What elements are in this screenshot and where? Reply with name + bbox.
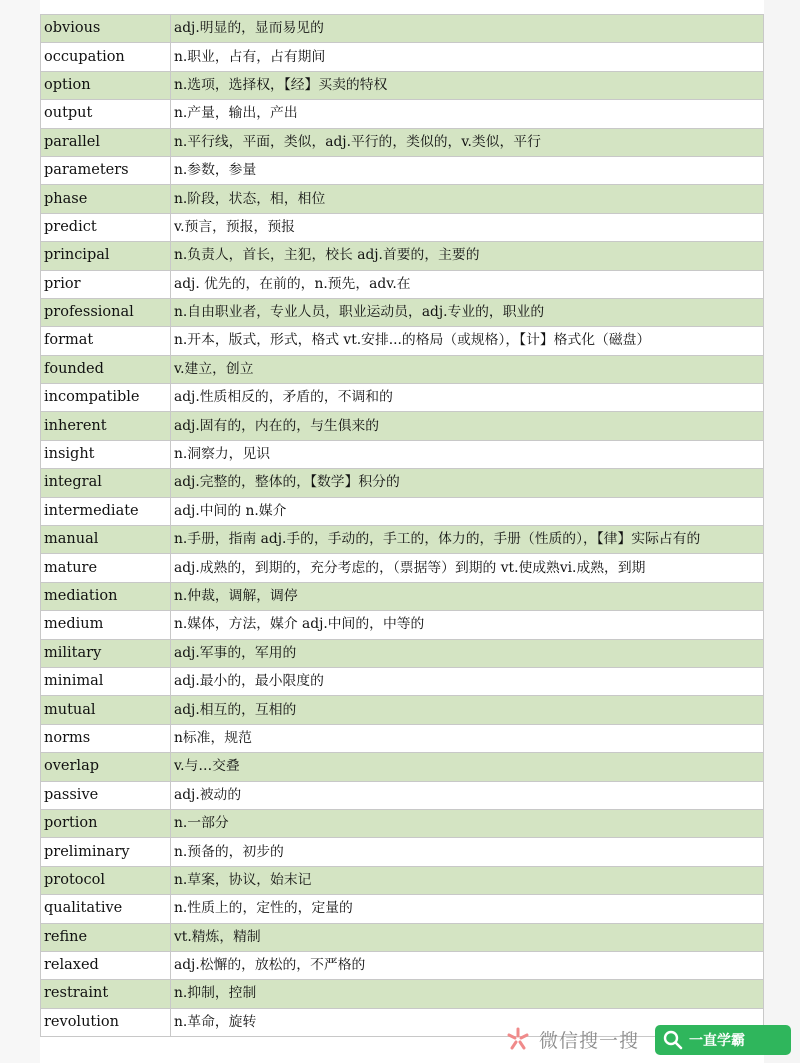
vocab-word-cell: restraint xyxy=(41,980,171,1008)
vocab-definition-cell: adj.固有的，内在的，与生俱来的 xyxy=(171,412,764,440)
table-row xyxy=(41,639,764,667)
table-row xyxy=(41,951,764,979)
vocab-word-cell: obvious xyxy=(41,15,171,43)
vocab-word-cell: professional xyxy=(41,298,171,326)
vocab-word-cell: insight xyxy=(41,440,171,468)
table-row xyxy=(41,43,764,71)
vocab-definition-cell: v.与…交叠 xyxy=(171,753,764,781)
table-row xyxy=(41,582,764,610)
table-row xyxy=(41,696,764,724)
table-row xyxy=(41,866,764,894)
vocab-definition-cell: adj.被动的 xyxy=(171,781,764,809)
vocab-word-cell: parameters xyxy=(41,156,171,184)
left-margin xyxy=(0,0,40,1063)
table-row xyxy=(41,526,764,554)
vocab-word-cell: norms xyxy=(41,724,171,752)
table-row xyxy=(41,469,764,497)
table-row xyxy=(41,781,764,809)
vocab-word-cell: founded xyxy=(41,355,171,383)
vocab-definition-cell: n.性质上的，定性的，定量的 xyxy=(171,895,764,923)
vocab-definition-cell: adj. 优先的，在前的，n.预先，adv.在 xyxy=(171,270,764,298)
vocab-word-cell: manual xyxy=(41,526,171,554)
vocab-word-cell: mutual xyxy=(41,696,171,724)
vocab-word-cell: overlap xyxy=(41,753,171,781)
vocab-definition-cell: n.阶段，状态，相，相位 xyxy=(171,185,764,213)
vocab-word-cell: output xyxy=(41,100,171,128)
table-row xyxy=(41,156,764,184)
vocab-definition-cell: n.开本，版式，形式，格式 vt.安排...的格局（或规格），【计】格式化（磁盘） xyxy=(171,327,764,355)
vocab-word-cell: parallel xyxy=(41,128,171,156)
vocab-definition-cell: adj.性质相反的，矛盾的，不调和的 xyxy=(171,384,764,412)
vocab-definition-cell: adj.完整的，整体的，【数学】积分的 xyxy=(171,469,764,497)
table-row xyxy=(41,412,764,440)
table-row xyxy=(41,384,764,412)
vocab-definition-cell: n.职业，占有，占有期间 xyxy=(171,43,764,71)
table-row xyxy=(41,128,764,156)
vocab-definition-cell: adj.军事的，军用的 xyxy=(171,639,764,667)
vocab-definition-cell: vt.精炼，精制 xyxy=(171,923,764,951)
vocab-definition-cell: v.预言，预报，预报 xyxy=(171,213,764,241)
vocab-word-cell: portion xyxy=(41,809,171,837)
vocabulary-table-body xyxy=(41,15,764,1037)
vocab-word-cell: protocol xyxy=(41,866,171,894)
vocab-word-cell: military xyxy=(41,639,171,667)
table-row xyxy=(41,554,764,582)
vocab-definition-cell: v.建立，创立 xyxy=(171,355,764,383)
table-row xyxy=(41,355,764,383)
table-row xyxy=(41,440,764,468)
vocab-word-cell: intermediate xyxy=(41,497,171,525)
table-row xyxy=(41,980,764,1008)
vocab-definition-cell: n.参数，参量 xyxy=(171,156,764,184)
table-row xyxy=(41,809,764,837)
vocab-definition-cell: adj.明显的，显而易见的 xyxy=(171,15,764,43)
vocab-definition-cell: n.自由职业者，专业人员，职业运动员，adj.专业的，职业的 xyxy=(171,298,764,326)
vocab-definition-cell: n.手册，指南 adj.手的，手动的，手工的，体力的，手册（性质的），【律】实际占有的 xyxy=(171,526,764,554)
vocab-word-cell: relaxed xyxy=(41,951,171,979)
watermark-text: 微信搜一搜 xyxy=(539,1029,640,1052)
vocab-word-cell: preliminary xyxy=(41,838,171,866)
vocab-word-cell: mature xyxy=(41,554,171,582)
search-icon xyxy=(663,1030,683,1050)
vocab-definition-cell: n.预备的，初步的 xyxy=(171,838,764,866)
table-row xyxy=(41,753,764,781)
table-row xyxy=(41,667,764,695)
table-row xyxy=(41,213,764,241)
vocab-definition-cell: n.平行线，平面，类似，adj.平行的，类似的，v.类似，平行 xyxy=(171,128,764,156)
vocab-word-cell: option xyxy=(41,71,171,99)
table-row xyxy=(41,71,764,99)
vocab-word-cell: mediation xyxy=(41,582,171,610)
vocab-word-cell: incompatible xyxy=(41,384,171,412)
vocab-word-cell: prior xyxy=(41,270,171,298)
vocab-definition-cell: n.革命，旋转 xyxy=(171,1008,764,1036)
wechat-search-watermark xyxy=(505,1024,639,1054)
table-row xyxy=(41,611,764,639)
vocab-definition-cell: n.洞察力，见识 xyxy=(171,440,764,468)
vocab-word-cell: format xyxy=(41,327,171,355)
table-row xyxy=(41,242,764,270)
vocab-definition-cell: adj.最小的，最小限度的 xyxy=(171,667,764,695)
vocab-word-cell: passive xyxy=(41,781,171,809)
vocab-word-cell: phase xyxy=(41,185,171,213)
vocab-definition-cell: adj.相互的，互相的 xyxy=(171,696,764,724)
wechat-search-logo-icon xyxy=(505,1026,531,1052)
vocab-word-cell: predict xyxy=(41,213,171,241)
table-row xyxy=(41,185,764,213)
table-row xyxy=(41,100,764,128)
vocab-word-cell: medium xyxy=(41,611,171,639)
vocab-word-cell: revolution xyxy=(41,1008,171,1036)
table-row xyxy=(41,327,764,355)
vocab-definition-cell: n标准，规范 xyxy=(171,724,764,752)
vocab-definition-cell: n.负责人，首长，主犯，校长 adj.首要的，主要的 xyxy=(171,242,764,270)
vocab-definition-cell: n.抑制，控制 xyxy=(171,980,764,1008)
vocab-word-cell: occupation xyxy=(41,43,171,71)
vocab-definition-cell: n.草案，协议，始末记 xyxy=(171,866,764,894)
table-row xyxy=(41,724,764,752)
vocab-word-cell: principal xyxy=(41,242,171,270)
table-row xyxy=(41,923,764,951)
account-badge-label: 一直学霸 xyxy=(689,1033,745,1049)
vocab-definition-cell: n.仲裁，调解，调停 xyxy=(171,582,764,610)
vocab-definition-cell: adj.松懈的，放松的，不严格的 xyxy=(171,951,764,979)
table-row xyxy=(41,895,764,923)
vocab-word-cell: minimal xyxy=(41,667,171,695)
right-margin xyxy=(764,0,800,1063)
vocab-word-cell: inherent xyxy=(41,412,171,440)
table-row xyxy=(41,270,764,298)
vocab-word-cell: qualitative xyxy=(41,895,171,923)
vocab-definition-cell: adj.中间的 n.媒介 xyxy=(171,497,764,525)
table-row xyxy=(41,838,764,866)
vocab-word-cell: integral xyxy=(41,469,171,497)
vocab-definition-cell: n.一部分 xyxy=(171,809,764,837)
table-row xyxy=(41,497,764,525)
account-badge[interactable] xyxy=(655,1025,791,1055)
table-row xyxy=(41,298,764,326)
vocab-word-cell: refine xyxy=(41,923,171,951)
vocab-definition-cell: n.产量，输出，产出 xyxy=(171,100,764,128)
vocabulary-table xyxy=(40,14,764,1037)
vocab-definition-cell: n.媒体，方法，媒介 adj.中间的，中等的 xyxy=(171,611,764,639)
vocab-definition-cell: n.选项，选择权，【经】买卖的特权 xyxy=(171,71,764,99)
vocab-definition-cell: adj.成熟的，到期的，充分考虑的，（票据等）到期的 vt.使成熟vi.成熟，到期 xyxy=(171,554,764,582)
table-row xyxy=(41,15,764,43)
